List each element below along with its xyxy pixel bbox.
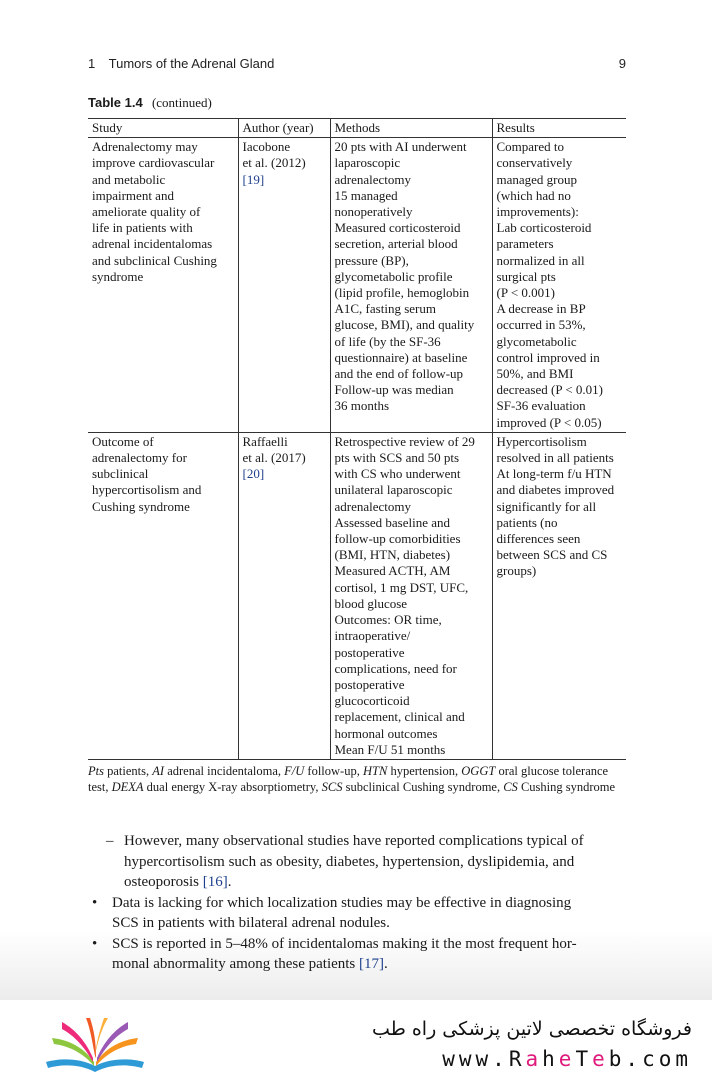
study-line: syndrome (92, 268, 144, 284)
methods-line: glycometabolic profile (334, 268, 453, 284)
methods-line: Measured corticosteroid (334, 220, 461, 236)
results-line: (which had no (496, 187, 571, 203)
text-line: monal abnormality among these patients [17]. (112, 956, 388, 972)
abbreviation-definition: follow-up, (304, 764, 363, 778)
abbreviation-definition: subclinical Cushing syndrome, (342, 780, 504, 794)
author-line: Raffaelli (242, 433, 288, 449)
methods-line: (lipid profile, hemoglobin (334, 285, 470, 301)
url-letter: T (575, 1047, 593, 1071)
abbreviation: Pts (88, 764, 104, 778)
table-label: Table 1.4 (88, 95, 143, 110)
study-line: adrenal incidentalomas (92, 236, 213, 252)
methods-line: Assessed baseline and (334, 514, 451, 530)
methods-line: postoperative (334, 676, 405, 692)
abbreviation: DEXA (111, 780, 144, 794)
results-line: A decrease in BP (496, 301, 586, 317)
list-marker: – (106, 833, 114, 849)
abbreviation: HTN (362, 764, 388, 778)
methods-line: Outcomes: OR time, (334, 612, 442, 628)
methods-line: glucocorticoid (334, 693, 410, 709)
results-line: occurred in 53%, (496, 317, 586, 333)
methods-line: hormonal outcomes (334, 725, 438, 741)
open-book-logo-icon (40, 1014, 150, 1074)
methods-line: unilateral laparoscopic (334, 482, 453, 498)
abbreviation-definition: patients, (103, 764, 153, 778)
bullet-list-item (92, 893, 630, 934)
study-line: improve cardiovascular (92, 155, 215, 171)
results-line: significantly for all (496, 498, 597, 514)
citation-link[interactable]: [20] (242, 466, 265, 482)
methods-line: 15 managed (334, 187, 398, 203)
cell-results (492, 138, 626, 433)
methods-line: of life (by the SF-36 (334, 333, 441, 349)
abbreviation-definition: dual energy X-ray absorptiometry, (143, 780, 322, 794)
table-caption (88, 95, 212, 111)
literature-table (88, 118, 626, 760)
study-line: Adrenalectomy may (92, 139, 198, 155)
methods-line: postoperative (334, 644, 405, 660)
abbreviation: OGGT (461, 764, 496, 778)
abbreviation: AI (152, 764, 165, 778)
cell-author (238, 432, 330, 759)
methods-line: and the end of follow-up (334, 366, 464, 382)
methods-line: intraoperative/ (334, 628, 411, 644)
citation-link[interactable]: [19] (242, 171, 265, 187)
methods-line: pressure (BP), (334, 252, 409, 268)
results-line: control improved in (496, 349, 600, 365)
results-line: differences seen (496, 531, 581, 547)
results-line: SF-36 evaluation (496, 398, 586, 414)
chapter-title: Tumors of the Adrenal Gland (108, 56, 275, 71)
author-line: et al. (2012) (242, 155, 306, 171)
results-line: glycometabolic (496, 333, 577, 349)
study-line: life in patients with (92, 220, 193, 236)
study-line: and metabolic (92, 171, 166, 187)
methods-line: Measured ACTH, AM (334, 563, 451, 579)
methods-line: adrenalectomy (334, 171, 412, 187)
methods-line: secretion, arterial blood (334, 236, 458, 252)
results-line: surgical pts (496, 268, 556, 284)
body-text (92, 831, 630, 975)
study-line: ameliorate quality of (92, 204, 201, 220)
methods-line: Retrospective review of 29 (334, 433, 475, 449)
methods-line: Mean F/U 51 months (334, 741, 446, 757)
study-line: Cushing syndrome (92, 498, 190, 514)
study-line: and subclinical Cushing (92, 252, 217, 268)
results-line: parameters (496, 236, 554, 252)
url-prefix: www. (442, 1047, 509, 1071)
results-line: Hypercortisolism (496, 433, 587, 449)
methods-line: glucose, BMI), and quality (334, 317, 475, 333)
methods-line: Follow-up was median (334, 382, 454, 398)
footer-banner (0, 1000, 712, 1079)
results-line: Compared to (496, 139, 565, 155)
table-body (88, 138, 626, 760)
bullet-list-item (92, 934, 630, 975)
abbreviation: SCS (321, 780, 343, 794)
url-suffix: .com (625, 1047, 692, 1071)
abbreviation: F/U (284, 764, 305, 778)
results-line: conservatively (496, 155, 573, 171)
chapter-number: 1 (88, 56, 96, 71)
results-line: improvements): (496, 204, 579, 220)
methods-line: 36 months (334, 398, 390, 414)
table-row (88, 432, 626, 759)
table-row (88, 138, 626, 433)
methods-line: A1C, fasting serum (334, 301, 436, 317)
methods-line: adrenalectomy (334, 498, 412, 514)
study-line: impairment and (92, 187, 174, 203)
abbreviation-definition: adrenal incidentaloma, (164, 764, 285, 778)
url-letter: e (592, 1047, 609, 1071)
abbreviation-definition: Cushing syndrome (517, 780, 616, 794)
table-footnote (88, 763, 628, 795)
results-line: 50%, and BMI (496, 366, 574, 382)
author-line: et al. (2017) (242, 450, 306, 466)
results-line: patients (no (496, 514, 558, 530)
text-line: osteoporosis [16]. (124, 874, 232, 890)
text-line: However, many observational studies have reported complications typical of (124, 833, 584, 849)
methods-line: nonoperatively (334, 204, 413, 220)
cell-study (88, 432, 238, 759)
text-line: Data is lacking for which localization studies may be effective in diagnosing (112, 894, 572, 911)
results-line: normalized in all (496, 252, 585, 268)
header-study: Study (88, 119, 238, 138)
table-caption-text: (continued) (151, 95, 212, 110)
results-line: decreased (P < 0.01) (496, 382, 603, 398)
citation-link[interactable]: [16] (202, 874, 228, 890)
cell-author (238, 138, 330, 433)
abbreviation-definition: hypertension, (387, 764, 462, 778)
methods-line: with CS who underwent (334, 466, 461, 482)
methods-line: (BMI, HTN, diabetes) (334, 547, 451, 563)
text-line: hypercortisolism such as obesity, diabetes, hypertension, dyslipidemia, and (124, 853, 575, 870)
methods-line: complications, need for (334, 660, 457, 676)
methods-line: 20 pts with AI underwent (334, 139, 467, 155)
study-line: hypercortisolism and (92, 482, 202, 498)
header-results: Results (492, 119, 626, 138)
list-marker: • (92, 935, 98, 952)
results-line: (P < 0.001) (496, 285, 555, 301)
author-line: Iacobone (242, 139, 291, 155)
dash-list-item (100, 831, 630, 893)
cell-study (88, 138, 238, 433)
methods-line: cortisol, 1 mg DST, UFC, (334, 579, 469, 595)
url-letter: h (542, 1047, 559, 1071)
table-header-row (88, 119, 626, 138)
citation-link[interactable]: [17] (359, 956, 385, 972)
url-letter: R (508, 1047, 526, 1071)
running-head (88, 56, 626, 71)
header-methods: Methods (330, 119, 492, 138)
study-line: Outcome of (92, 433, 154, 449)
methods-line: blood glucose (334, 595, 408, 611)
methods-line: laparoscopic (334, 155, 401, 171)
cell-methods (330, 138, 492, 433)
url-letter: e (558, 1047, 576, 1071)
results-line: groups) (496, 563, 537, 579)
abbreviation: CS (503, 780, 518, 794)
results-line: At long-term f/u HTN (496, 466, 612, 482)
cell-results (492, 432, 626, 759)
study-line: adrenalectomy for (92, 450, 187, 466)
page-number: 9 (618, 56, 626, 71)
list-marker: • (92, 894, 98, 911)
store-url[interactable] (442, 1047, 692, 1071)
url-letter: a (525, 1047, 543, 1071)
url-letter: b (608, 1047, 626, 1071)
results-line: and diabetes improved (496, 482, 615, 498)
text-line: SCS is reported in 5–48% of incidentalomas making it the most frequent hor- (112, 935, 577, 952)
abbreviation-definition: oral glucose tolerance test, (88, 764, 609, 794)
methods-line: follow-up comorbidities (334, 531, 461, 547)
study-line: subclinical (92, 466, 149, 482)
store-name: فروشگاه تخصصی لاتین پزشکی راه طب (372, 1018, 692, 1040)
results-line: resolved in all patients (496, 450, 614, 466)
methods-line: pts with SCS and 50 pts (334, 450, 460, 466)
methods-line: questionnaire) at baseline (334, 349, 468, 365)
results-line: Lab corticosteroid (496, 220, 592, 236)
results-line: improved (P < 0.05) (496, 414, 602, 430)
text-line: SCS in patients with bilateral adrenal nodules. (112, 915, 390, 931)
results-line: between SCS and CS (496, 547, 608, 563)
methods-line: replacement, clinical and (334, 709, 465, 725)
cell-methods (330, 432, 492, 759)
header-author: Author (year) (238, 119, 330, 138)
results-line: managed group (496, 171, 578, 187)
